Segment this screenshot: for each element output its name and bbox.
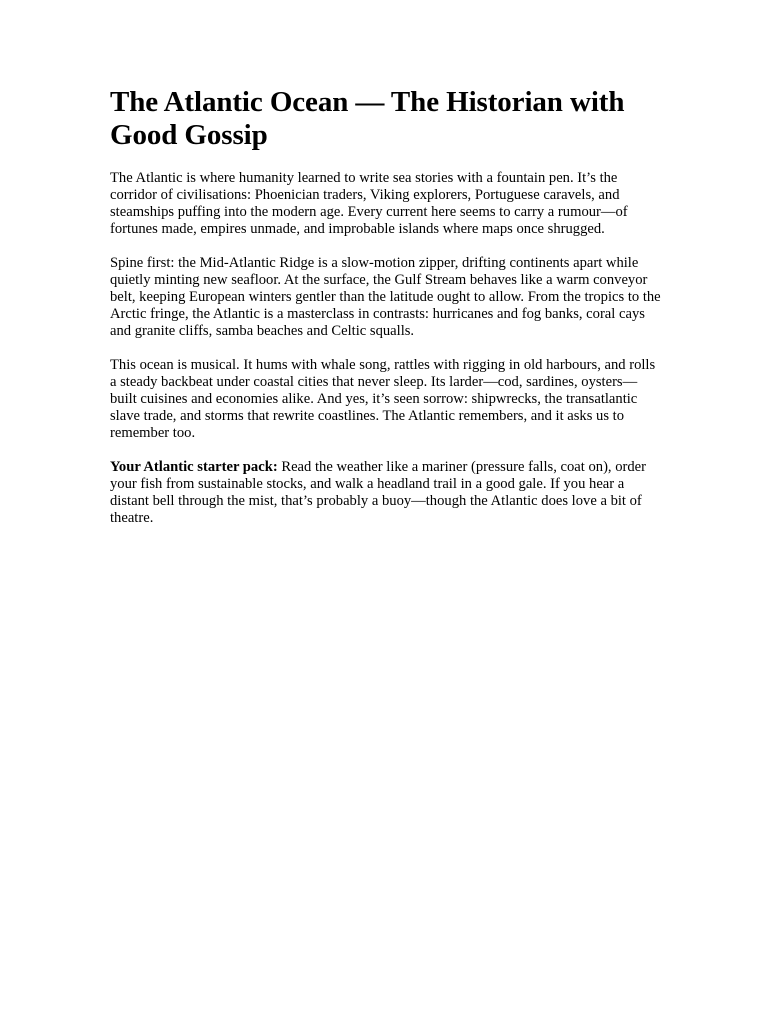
starter-pack-text: Read the weather like a mariner (pressure falls, coat on), order your fish from sustainable stocks, and walk a headland trail in a good gale. If you hear a distant bell through the mist, that’s probably a buoy—though the Atlantic does love a bit of theatre. <box>110 459 647 526</box>
paragraph-culture: This ocean is musical. It hums with whale song, rattles with rigging in old harbours, and rolls a steady backbeat under coastal cities that never sleep. Its larder—cod, sardines, oysters—built cuisines and economies alike. And yes, it’s seen sorrow: shipwrecks, the transatlantic slave trade, and storms that rewrite coastlines. The Atlantic remembers, and it asks us to remember too. <box>110 357 656 441</box>
paragraph-intro: The Atlantic is where humanity learned to write sea stories with a fountain pen. It’s the corridor of civilisations: Phoenician traders, Viking explorers, Portuguese caravels, and steamships puffing into the modern age. Every current here seems to carry a rumour—of fortunes made, empires unmade, and improbable islands where maps once shrugged. <box>110 170 628 237</box>
starter-pack-label: Your Atlantic starter pack: <box>110 459 278 475</box>
paragraph-starter-pack <box>110 459 662 527</box>
document-title: The Atlantic Ocean — The Historian with Good Gossip <box>110 86 625 151</box>
document-page <box>110 86 662 544</box>
paragraph-geography: Spine first: the Mid-Atlantic Ridge is a slow-motion zipper, drifting continents apart while quietly minting new seafloor. At the surface, the Gulf Stream behaves like a warm conveyor belt, keeping European winters gentler than the latitude ought to allow. From the tropics to the Arctic fringe, the Atlantic is a masterclass in contrasts: hurricanes and fog banks, coral cays and granite cliffs, samba beaches and Celtic squalls. <box>110 255 661 339</box>
